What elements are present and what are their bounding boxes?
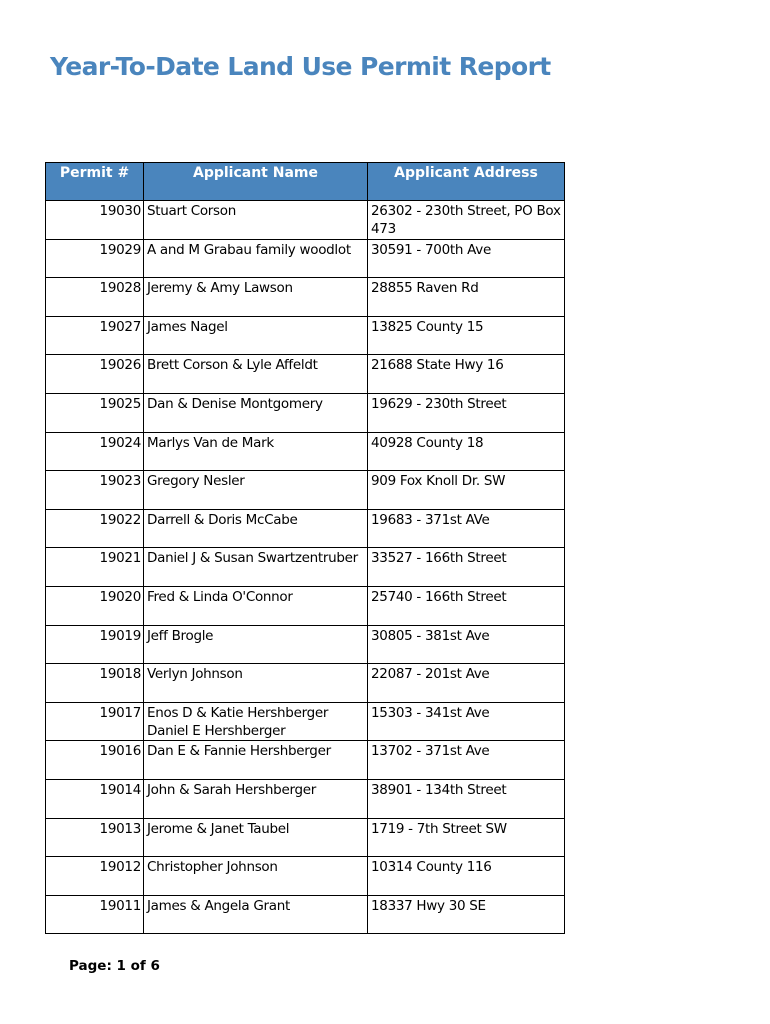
applicant-address-cell: 15303 - 341st Ave — [368, 702, 565, 741]
header-applicant-address: Applicant Address — [368, 163, 565, 201]
applicant-address-cell: 19683 - 371st AVe — [368, 509, 565, 548]
applicant-name-cell: James Nagel — [144, 316, 368, 355]
table-row — [46, 278, 565, 317]
applicant-name-cell: Christopher Johnson — [144, 857, 368, 896]
applicant-address-cell: 38901 - 134th Street — [368, 779, 565, 818]
applicant-address-cell: 25740 - 166th Street — [368, 586, 565, 625]
table-row — [46, 625, 565, 664]
applicant-name-cell: Marlys Van de Mark — [144, 432, 368, 471]
page-indicator: Page: 1 of 6 — [69, 958, 160, 974]
applicant-address-cell: 13825 County 15 — [368, 316, 565, 355]
header-applicant-name: Applicant Name — [144, 163, 368, 201]
applicant-name-cell: Brett Corson & Lyle Affeldt — [144, 355, 368, 394]
permit-number-cell: 19016 — [46, 741, 144, 780]
applicant-address-cell: 30805 - 381st Ave — [368, 625, 565, 664]
applicant-address-cell: 18337 Hwy 30 SE — [368, 895, 565, 934]
table-row — [46, 586, 565, 625]
applicant-name-cell: A and M Grabau family woodlot — [144, 239, 368, 278]
table-row — [46, 818, 565, 857]
table-row — [46, 702, 565, 741]
table-row — [46, 857, 565, 896]
applicant-name-cell: Darrell & Doris McCabe — [144, 509, 368, 548]
permit-number-cell: 19018 — [46, 664, 144, 703]
permit-number-cell: 19028 — [46, 278, 144, 317]
applicant-name-cell: Jeff Brogle — [144, 625, 368, 664]
permit-number-cell: 19017 — [46, 702, 144, 741]
table-row — [46, 779, 565, 818]
applicant-name-cell: Jerome & Janet Taubel — [144, 818, 368, 857]
table-row — [46, 316, 565, 355]
permit-number-cell: 19029 — [46, 239, 144, 278]
table-row — [46, 471, 565, 510]
header-permit-number: Permit # — [46, 163, 144, 201]
table-row — [46, 664, 565, 703]
table-row — [46, 239, 565, 278]
table-row — [46, 895, 565, 934]
applicant-address-cell: 1719 - 7th Street SW — [368, 818, 565, 857]
applicant-address-cell: 33527 - 166th Street — [368, 548, 565, 587]
permit-number-cell: 19024 — [46, 432, 144, 471]
permit-number-cell: 19014 — [46, 779, 144, 818]
table-row — [46, 741, 565, 780]
permit-number-cell: 19023 — [46, 471, 144, 510]
applicant-address-cell: 909 Fox Knoll Dr. SW — [368, 471, 565, 510]
applicant-name-cell: John & Sarah Hershberger — [144, 779, 368, 818]
table-header-row — [46, 163, 565, 201]
permit-number-cell: 19030 — [46, 201, 144, 240]
applicant-name-cell: Verlyn Johnson — [144, 664, 368, 703]
applicant-name-cell: Daniel J & Susan Swartzentruber — [144, 548, 368, 587]
applicant-name-cell: James & Angela Grant — [144, 895, 368, 934]
applicant-address-cell: 28855 Raven Rd — [368, 278, 565, 317]
applicant-address-cell: 13702 - 371st Ave — [368, 741, 565, 780]
table-row — [46, 509, 565, 548]
applicant-name-cell: Dan E & Fannie Hershberger — [144, 741, 368, 780]
permit-number-cell: 19019 — [46, 625, 144, 664]
applicant-name-cell: Dan & Denise Montgomery — [144, 393, 368, 432]
report-title: Year-To-Date Land Use Permit Report — [50, 52, 551, 81]
applicant-address-cell: 22087 - 201st Ave — [368, 664, 565, 703]
permit-table — [45, 162, 565, 934]
permit-number-cell: 19026 — [46, 355, 144, 394]
applicant-name-cell: Gregory Nesler — [144, 471, 368, 510]
permit-number-cell: 19021 — [46, 548, 144, 587]
applicant-name-cell: Stuart Corson — [144, 201, 368, 240]
applicant-address-cell: 40928 County 18 — [368, 432, 565, 471]
applicant-address-cell: 19629 - 230th Street — [368, 393, 565, 432]
applicant-name-cell: Enos D & Katie Hershberger Daniel E Hershberger — [144, 702, 368, 741]
permit-number-cell: 19027 — [46, 316, 144, 355]
applicant-address-cell: 26302 - 230th Street, PO Box 473 — [368, 201, 565, 240]
permit-number-cell: 19025 — [46, 393, 144, 432]
table-row — [46, 432, 565, 471]
permit-number-cell: 19012 — [46, 857, 144, 896]
applicant-name-cell: Fred & Linda O'Connor — [144, 586, 368, 625]
permit-number-cell: 19011 — [46, 895, 144, 934]
permit-number-cell: 19020 — [46, 586, 144, 625]
permit-number-cell: 19013 — [46, 818, 144, 857]
applicant-address-cell: 10314 County 116 — [368, 857, 565, 896]
applicant-name-cell: Jeremy & Amy Lawson — [144, 278, 368, 317]
table-row — [46, 548, 565, 587]
applicant-address-cell: 30591 - 700th Ave — [368, 239, 565, 278]
table-row — [46, 393, 565, 432]
applicant-address-cell: 21688 State Hwy 16 — [368, 355, 565, 394]
table-row — [46, 355, 565, 394]
permit-number-cell: 19022 — [46, 509, 144, 548]
table-row — [46, 201, 565, 240]
